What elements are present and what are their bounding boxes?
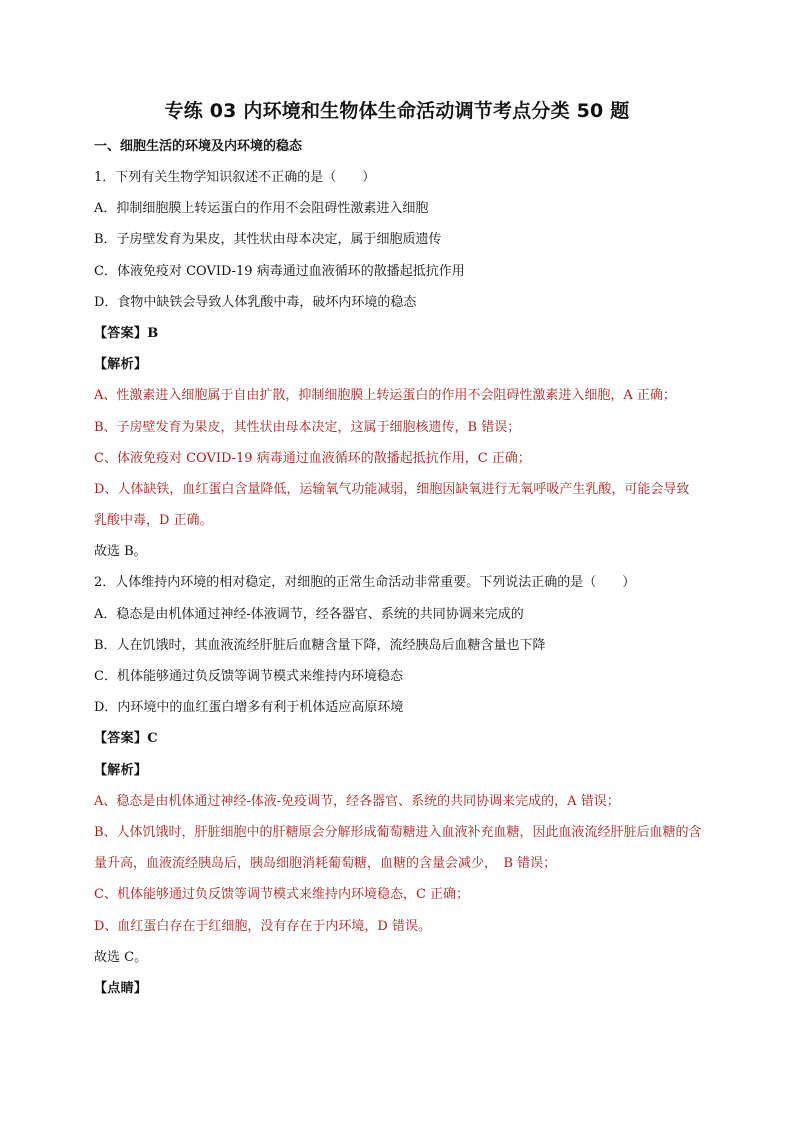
question-2-stem: 2．人体维持内环境的相对稳定，对细胞的正常生命活动非常重要。下列说法正确的是（ ）: [94, 575, 636, 591]
question-1-stem: 1．下列有关生物学知识叙述不正确的是（ ）: [94, 170, 376, 185]
section-heading: 一、细胞生活的环境及内环境的稳态: [94, 139, 303, 154]
question-2-option-d: D．内环境中的血红蛋白增多有利于机体适应高原环境: [94, 700, 404, 716]
question-2-option-c: C．机体能够通过负反馈等调节模式来维持内环境稳态: [94, 669, 403, 685]
question-1-analysis-b: B、子房壁发育为果皮，其性状由母本决定，这属于细胞核遗传，B 错误；: [94, 419, 521, 435]
analysis-label: 【解析】: [94, 762, 148, 778]
question-1-option-c: C．体液免疫对 COVID-19 病毒通过血液循环的散播起抵抗作用: [94, 263, 465, 279]
comment-label: 【点睛】: [94, 980, 148, 996]
question-2-answer: [94, 723, 702, 754]
answer-label: 【答案】: [94, 325, 148, 341]
answer-label: 【答案】: [94, 731, 148, 747]
question-2-analysis-d: D、血红蛋白存在于红细胞，没有存在于内环境，D 错误。: [94, 918, 431, 934]
question-2-option-b: B．人在饥饿时，其血液流经肝脏后血糖含量下降，流经胰岛后血糖含量也下降: [94, 637, 546, 653]
answer-value: C: [147, 731, 158, 747]
question-2-conclusion: 故选 C。: [94, 949, 148, 965]
question-1-analysis-label: [94, 349, 702, 380]
question-2-option-a: A．稳态是由机体通过神经-体液调节，经各器官、系统的共同协调来完成的: [94, 606, 524, 622]
question-1-analysis-d: D、人体缺铁，血红蛋白含量降低，运输氧气功能减弱，细胞因缺氧进行无氧呼吸产生乳酸，可能会导致乳酸中毒，D 正确。: [94, 481, 690, 529]
question-1-conclusion: 故选 B。: [94, 544, 147, 560]
analysis-label: 【解析】: [94, 357, 148, 373]
question-1-option-a: A．抑制细胞膜上转运蛋白的作用不会阻碍性激素进入细胞: [94, 201, 429, 217]
page-title: 专练 03 内环境和生物体生命活动调节考点分类 50 题: [164, 100, 630, 122]
document-body: [94, 162, 702, 1004]
question-1-analysis-a: A、性激素进入细胞属于自由扩散，抑制细胞膜上转运蛋白的作用不会阻碍性激素进入细胞，A 正确；: [94, 388, 676, 404]
question-2-analysis-c: C、机体能够通过负反馈等调节模式来维持内环境稳态，C 正确；: [94, 887, 470, 903]
question-1-option-b: B．子房壁发育为果皮，其性状由母本决定，属于细胞质遗传: [94, 232, 442, 248]
question-2-analysis-a: A、稳态是由机体通过神经-体液-免疫调节，经各器官、系统的共同协调来完成的，A 错误；: [94, 793, 620, 809]
question-1-analysis-c: C、体液免疫对 COVID-19 病毒通过血液循环的散播起抵抗作用，C 正确；: [94, 450, 531, 466]
question-1-option-d: D．食物中缺铁会导致人体乳酸中毒，破坏内环境的稳态: [94, 294, 417, 310]
question-2-analysis-label: [94, 755, 702, 786]
question-2-analysis-b: B、人体饥饿时，肝脏细胞中的肝糖原会分解形成葡萄糖进入血液补充血糖，因此血液流经肝脏后血糖的含量升高，血液流经胰岛后，胰岛细胞消耗葡萄糖，血糖的含量会减少， B 错误；: [94, 824, 702, 872]
answer-value: B: [147, 325, 159, 341]
question-2-comment-label: [94, 973, 702, 1004]
question-1-answer: [94, 318, 702, 349]
